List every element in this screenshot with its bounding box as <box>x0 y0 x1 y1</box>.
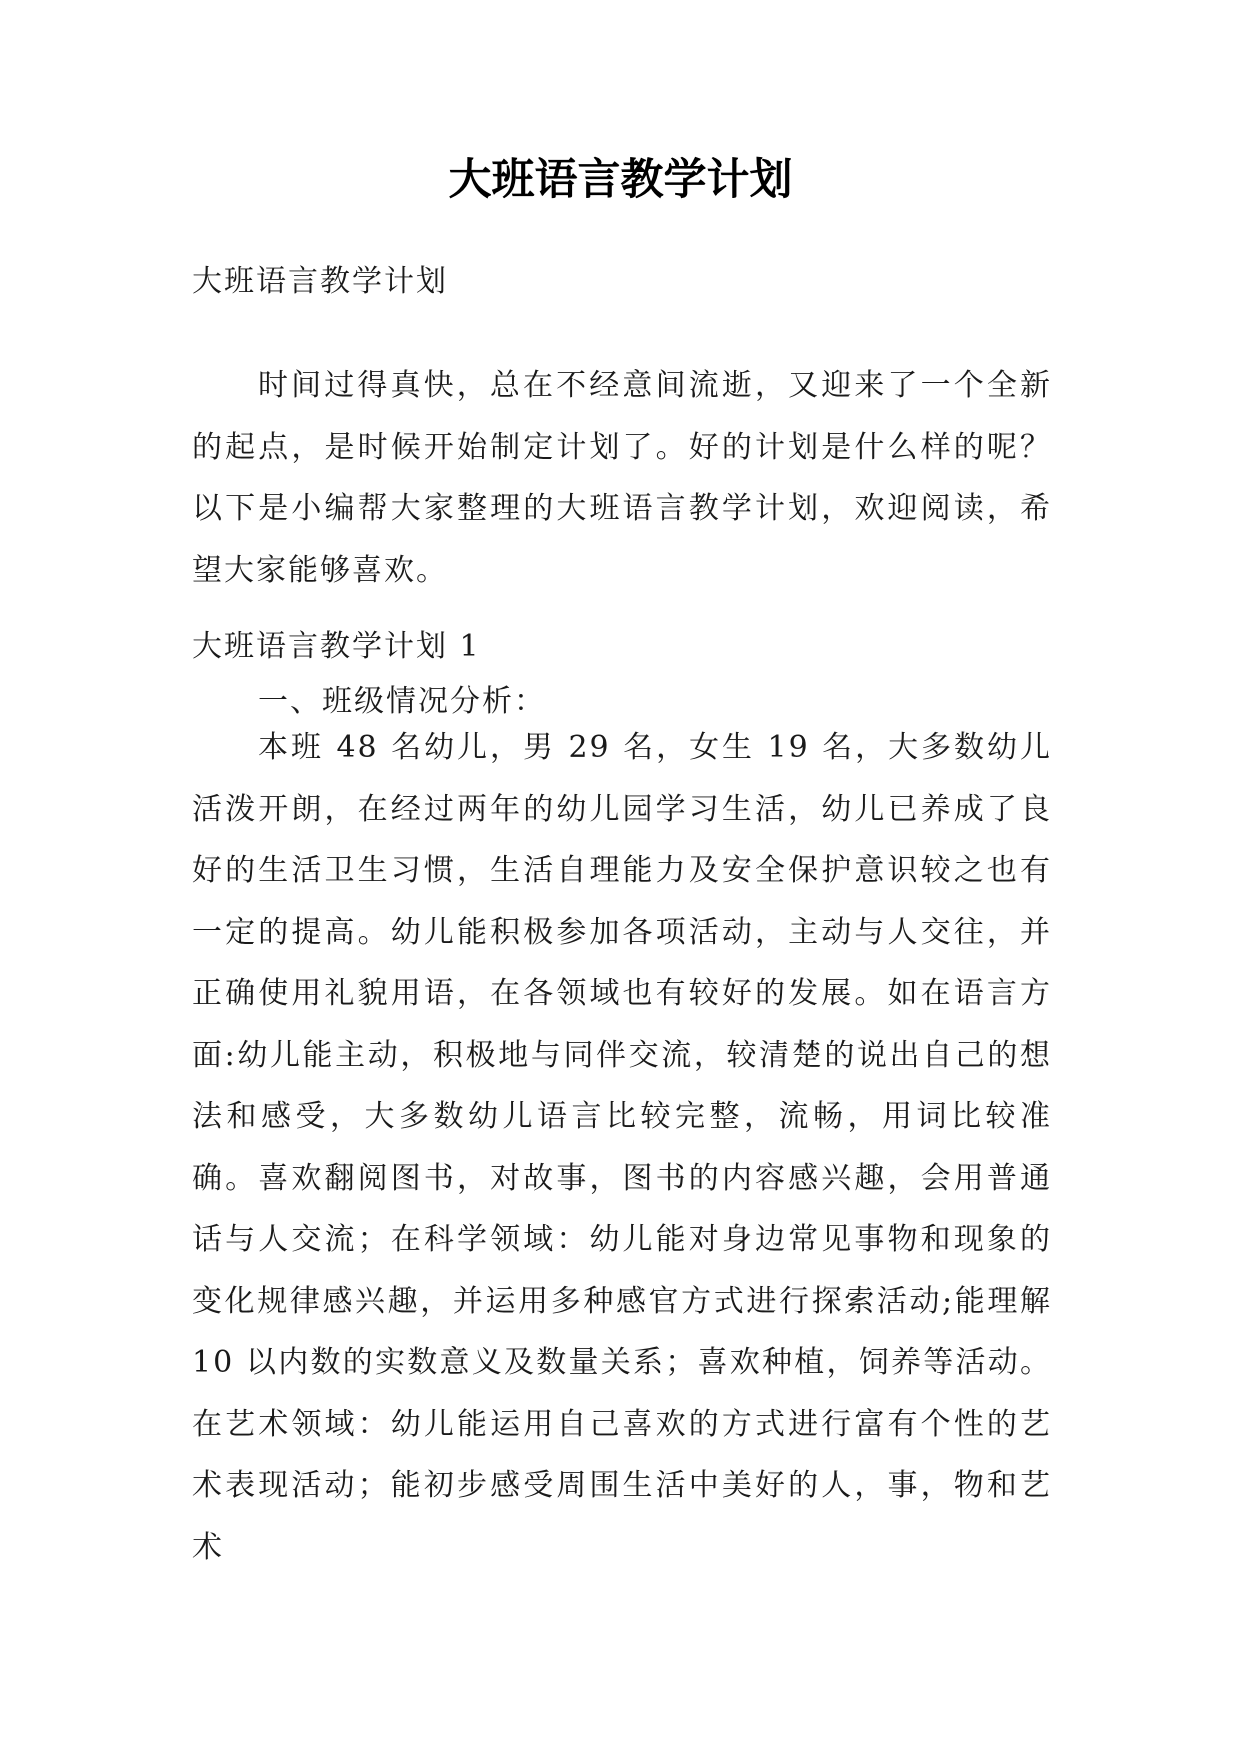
intro-paragraph: 时间过得真快，总在不经意间流逝，又迎来了一个全新的起点，是时候开始制定计划了。好的计划是什么样的呢？以下是小编帮大家整理的大班语言教学计划，欢迎阅读，希望大家能够喜欢。 <box>192 368 1052 588</box>
document-subtitle: 大班语言教学计划 <box>192 264 448 299</box>
section-1-title: 大班语言教学计划 1 <box>192 629 481 664</box>
document-title: 大班语言教学计划 <box>448 155 793 205</box>
section-1-paragraph: 本班 48 名幼儿，男 29 名，女生 19 名，大多数幼儿活泼开朗，在经过两年的幼儿园学习生活，幼儿已养成了良好的生活卫生习惯，生活自理能力及安全保护意识较之也有一定的提高。幼儿能积极参加各项活动，主动与人交往，并正确使用礼貌用语，在各领域也有较好的发展。如在语言方面:幼儿能主动，积极地与同伴交流，较清楚的说出自己的想法和感受，大多数幼儿语言比较完整，流畅，用词比较准确。喜欢翻阅图书，对故事，图书的内容感兴趣，会用普通话与人交流；在科学领域：幼儿能对身边常见事物和现象的变化规律感兴趣，并运用多种感官方式进行探索活动;能理解 10 以内数的实数意义及数量关系；喜欢种植，饲养等活动。在艺术领域：幼儿能运用自己喜欢的方式进行富有个性的艺术表现活动；能初步感受周围生活中美好的人，事，物和艺术 <box>192 730 1052 1565</box>
section-1-subheading: 一、班级情况分析： <box>258 684 546 719</box>
